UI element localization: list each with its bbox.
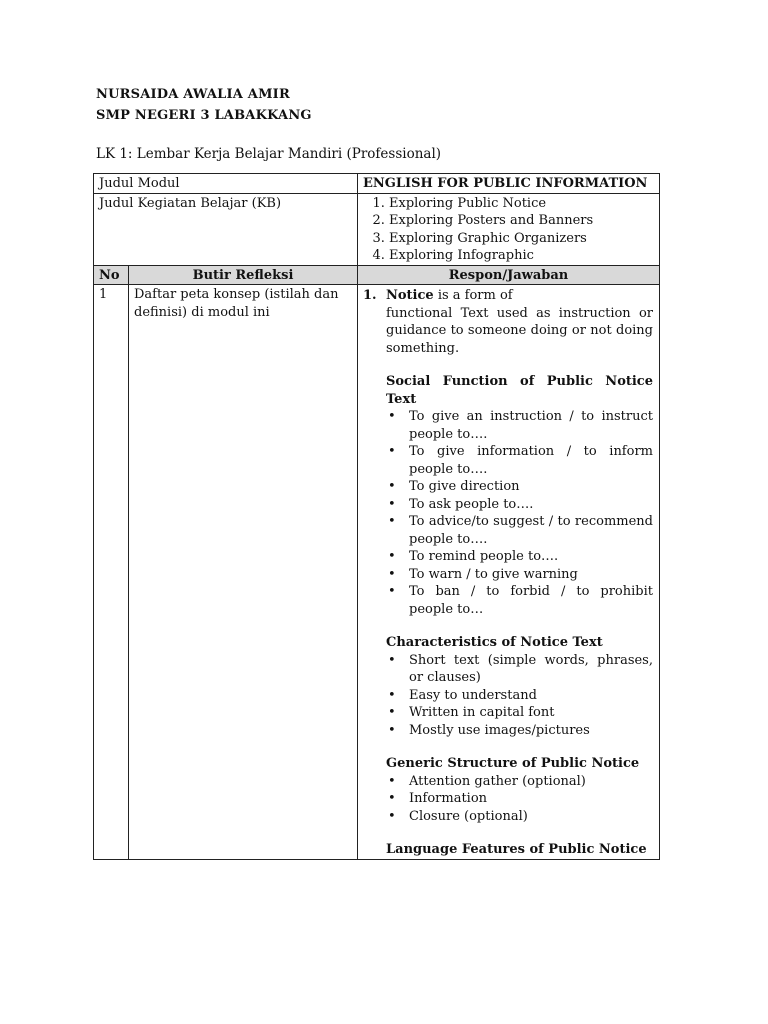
list-item: • Information [409, 790, 653, 808]
column-header-butir: Butir Refleksi [129, 265, 358, 285]
kb-title-label: Judul Kegiatan Belajar (KB) [94, 193, 358, 265]
social-function-list [386, 408, 653, 618]
kb-list-item: 2. Exploring Posters and Banners [389, 212, 654, 230]
list-item: • Easy to understand [409, 687, 653, 705]
list-item: • To give an instruction / to instruct people to…. [409, 408, 653, 443]
list-item: • Written in capital font [409, 704, 653, 722]
notice-definition-intro: Notice is a form of [386, 288, 513, 303]
generic-structure-title: Generic Structure of Public Notice [386, 756, 640, 771]
list-item: • To ban / to forbid / to prohibit people to… [409, 583, 653, 618]
column-header-row [94, 265, 660, 285]
list-item: • Mostly use images/pictures [409, 722, 653, 740]
author-name: NURSAIDA AWALIA AMIR [96, 87, 290, 102]
list-item: • To give direction [409, 478, 653, 496]
kb-list-item: 1. Exploring Public Notice [389, 195, 654, 213]
notice-term: Notice [386, 288, 434, 303]
row-answer-cell [358, 285, 660, 860]
module-title-label: Judul Modul [94, 174, 358, 194]
list-item: • To ask people to…. [409, 496, 653, 514]
answer-item [363, 287, 654, 305]
worksheet-title: LK 1: Lembar Kerja Belajar Mandiri (Professional) [96, 146, 442, 162]
list-item: • To remind people to…. [409, 548, 653, 566]
list-item: • Attention gather (optional) [409, 773, 653, 791]
characteristics-list [386, 652, 653, 740]
column-header-no: No [94, 265, 129, 285]
kb-list-item: 3. Exploring Graphic Organizers [389, 230, 654, 248]
table-row [94, 285, 660, 860]
list-item: • To warn / to give warning [409, 566, 653, 584]
row-reflection-item: Daftar peta konsep (istilah dan definisi) di modul ini [129, 285, 358, 860]
module-title-value: ENGLISH FOR PUBLIC INFORMATION [358, 174, 660, 194]
school-name: SMP NEGERI 3 LABAKKANG [96, 108, 312, 123]
list-item: • Short text (simple words, phrases, or clauses) [409, 652, 653, 687]
generic-structure-list [386, 773, 653, 826]
module-title-row [94, 174, 660, 194]
language-features-title: Language Features of Public Notice [386, 842, 647, 857]
answer-content [363, 305, 654, 859]
answer-number: 1. [363, 288, 377, 303]
row-number: 1 [94, 285, 129, 860]
kb-list [363, 195, 654, 265]
kb-title-list-cell [358, 193, 660, 265]
list-item: • Closure (optional) [409, 808, 653, 826]
column-header-respon: Respon/Jawaban [358, 265, 660, 285]
kb-title-row [94, 193, 660, 265]
worksheet-table [93, 173, 660, 860]
notice-definition: functional Text used as instruction or guidance to someone doing or not doing something. [386, 305, 653, 356]
social-function-title: Social Function of Public Notice Text [386, 374, 653, 407]
characteristics-title: Characteristics of Notice Text [386, 635, 603, 650]
kb-list-item: 4. Exploring Infographic [389, 247, 654, 265]
list-item: • To advice/to suggest / to recommend people to…. [409, 513, 653, 548]
list-item: • To give information / to inform people to…. [409, 443, 653, 478]
